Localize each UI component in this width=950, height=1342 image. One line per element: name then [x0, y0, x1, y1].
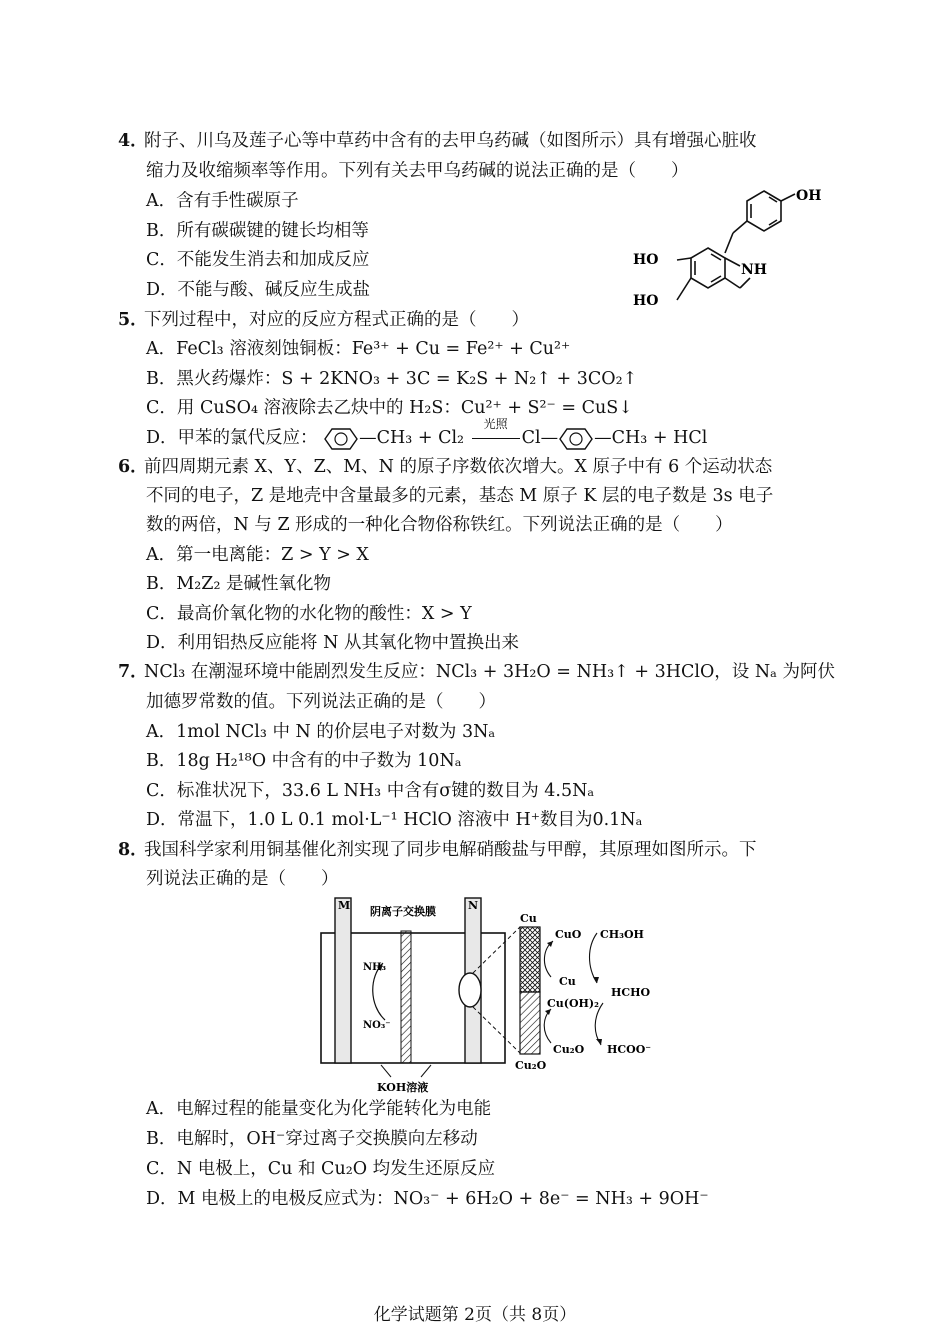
q5-option-d — [146, 417, 708, 453]
q7-option-a: A．1mol NCl₃ 中 N 的价层电子对数为 3Nₐ — [146, 722, 496, 742]
hcoo-label: HCOO⁻ — [607, 1043, 652, 1056]
reaction-arrow-icon — [472, 438, 520, 439]
q7-number: 7． — [118, 662, 148, 682]
q4-option-b: B．所有碳碳键的键长均相等 — [146, 221, 369, 241]
q7-stem-line1: NCl₃ 在潮湿环境中能剧烈发生反应：NCl₃ + 3H₂O = NH₃↑ + 3HClO，设 Nₐ 为阿伏 — [144, 662, 835, 682]
cu-label: Cu — [520, 912, 537, 925]
q5-option-a: A．FeCl₃ 溶液刻蚀铜板：Fe³⁺ + Cu = Fe²⁺ + Cu²⁺ — [146, 339, 571, 359]
q5-stem-text: 下列过程中，对应的反应方程式正确的是（ ） — [144, 310, 529, 330]
nh3-label: NH₃ — [363, 962, 386, 973]
electrode-n-label: N — [468, 899, 479, 912]
q5-d-reactants: —CH₃ + Cl₂ — [359, 428, 465, 448]
q7-option-d: D．常温下，1.0 L 0.1 mol·L⁻¹ HClO 溶液中 H⁺数目为0.1Nₐ — [146, 810, 643, 830]
q5-option-d-label: D．甲苯的氯代反应： — [146, 428, 318, 448]
q4-stem — [118, 126, 757, 156]
benzene-ring-icon — [558, 426, 594, 452]
norcoclaurine-structure — [625, 182, 825, 317]
electrode-m-label: M — [338, 899, 351, 912]
q8-option-a: A．电解过程的能量变化为化学能转化为电能 — [146, 1099, 492, 1119]
cu2o-label: Cu₂O — [553, 1043, 585, 1056]
ho-label-upper: HO — [633, 252, 659, 268]
q7-stem — [118, 657, 835, 687]
ch3oh-label: CH₃OH — [600, 928, 644, 941]
q4-option-a: A．含有手性碳原子 — [146, 191, 299, 211]
page-footer: 化学试题第 2页（共 8页） — [373, 1305, 577, 1325]
q8-number: 8． — [118, 840, 148, 860]
q6-option-a: A．第一电离能：Z > Y > X — [146, 545, 369, 565]
q6-option-b: B．M₂Z₂ 是碱性氧化物 — [146, 574, 332, 594]
anion-exchange-membrane — [401, 931, 411, 1063]
q4-stem-line1: 附子、川乌及莲子心等中草药中含有的去甲乌药碱（如图所示）具有增强心脏收 — [144, 131, 757, 151]
q7-option-b: B．18g H₂¹⁸O 中含有的中子数为 10Nₐ — [146, 751, 462, 771]
q6-stem-line2: 不同的电子，Z 是地壳中含量最多的元素，基态 M 原子 K 层的电子数是 3s 电子 — [146, 486, 774, 506]
cu2o-bottom-label: Cu₂O — [515, 1059, 547, 1072]
nh-label: NH — [741, 262, 768, 278]
cuo-label: CuO — [555, 928, 582, 941]
q8-option-b: B．电解时，OH⁻穿过离子交换膜向左移动 — [146, 1129, 478, 1149]
q5-d-arrow-label: 光照 — [483, 417, 508, 431]
q6-option-c: C．最高价氧化物的水化物的酸性：X > Y — [146, 604, 472, 624]
membrane-label: 阴离子交换膜 — [370, 905, 436, 918]
q5-d-products: —CH₃ + HCl — [594, 428, 708, 448]
q8-option-d: D．M 电极上的电极反应式为：NO₃⁻ + 6H₂O + 8e⁻ = NH₃ + 9OH⁻ — [146, 1189, 709, 1209]
q8-stem-line1: 我国科学家利用铜基催化剂实现了同步电解硝酸盐与甲醇，其原理如图所示。下 — [144, 840, 757, 860]
benzene-ring-icon — [323, 426, 359, 452]
q4-option-c: C．不能发生消去和加成反应 — [146, 250, 370, 270]
q5-stem — [118, 305, 529, 335]
q7-option-c: C．标准状况下，33.6 L NH₃ 中含有σ键的数目为 4.5Nₐ — [146, 781, 595, 801]
q5-number: 5． — [118, 310, 148, 330]
q6-number: 6． — [118, 457, 148, 477]
q5-d-product-prefix: Cl— — [521, 428, 559, 448]
electrode-m — [335, 898, 351, 1063]
q4-number: 4． — [118, 131, 148, 151]
no3-label: NO₃⁻ — [363, 1020, 391, 1031]
cu-mid-label: Cu — [559, 975, 576, 988]
q4-option-d: D．不能与酸、碱反应生成盐 — [146, 280, 371, 300]
cuoh2-label: Cu(OH)₂ — [547, 997, 599, 1010]
q6-stem-line3: 数的两倍，N 与 Z 形成的一种化合物俗称铁红。下列说法正确的是（ ） — [146, 515, 733, 535]
q7-stem-line2: 加德罗常数的值。下列说法正确的是（ ） — [146, 692, 496, 712]
q6-stem-line1: 前四周期元素 X、Y、Z、M、N 的原子序数依次增大。X 原子中有 6 个运动状态 — [144, 457, 773, 477]
q6-option-d: D．利用铝热反应能将 N 从其氧化物中置换出来 — [146, 633, 519, 653]
ho-label-lower: HO — [633, 293, 659, 309]
oh-label: OH — [796, 188, 822, 204]
koh-label: KOH溶液 — [377, 1081, 429, 1094]
q5-option-c: C．用 CuSO₄ 溶液除去乙炔中的 H₂S：Cu²⁺ + S²⁻ = CuS↓ — [146, 398, 633, 418]
q8-stem-line2: 列说法正确的是（ ） — [146, 869, 339, 889]
electrolysis-diagram — [315, 895, 665, 1095]
hcho-label: HCHO — [611, 986, 651, 999]
q8-stem — [118, 835, 757, 865]
q5-option-b: B．黑火药爆炸：S + 2KNO₃ + 3C = K₂S + N₂↑ + 3CO₂↑ — [146, 369, 638, 389]
q4-stem-line2: 缩力及收缩频率等作用。下列有关去甲乌药碱的说法正确的是（ ） — [146, 161, 689, 181]
q6-stem — [118, 452, 772, 482]
q8-option-c: C．N 电极上，Cu 和 Cu₂O 均发生还原反应 — [146, 1159, 496, 1179]
